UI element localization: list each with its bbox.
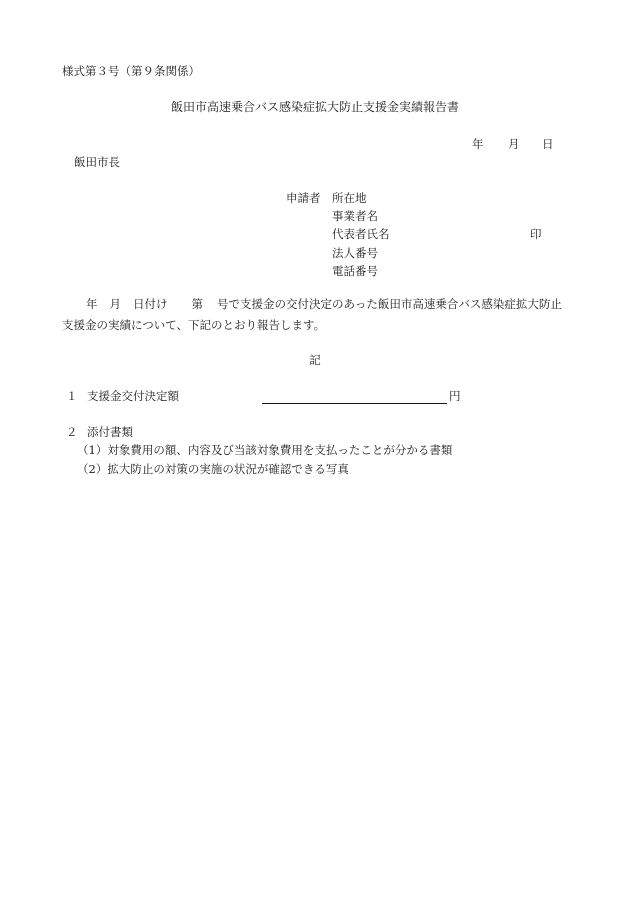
field-representative-label: 代表者氏名: [332, 227, 390, 241]
ki-heading: 記: [309, 353, 321, 367]
body-text-line-1: [62, 299, 562, 311]
addressee: 飯田市長: [74, 155, 120, 169]
form-number-label: 様式第３号（第９条関係）: [62, 64, 200, 78]
item-1-number: １: [66, 389, 78, 403]
date-month-label: 月: [508, 137, 520, 151]
date-year-label: 年: [472, 137, 484, 151]
body-rest: 号で支援金の交付決定のあった飯田市高速乗合バス感染症拡大防止: [217, 297, 562, 311]
field-address-label: 所在地: [332, 191, 367, 205]
field-phone-label: 電話番号: [332, 264, 378, 278]
body-day-of: 日付け: [133, 297, 168, 311]
body-number-prefix: 第: [191, 297, 203, 311]
seal-mark: 印: [530, 227, 542, 241]
body-text-line-2: 支援金の実績について、下記のとおり報告します。: [62, 318, 326, 332]
body-year: 年: [86, 297, 98, 311]
field-corporate-number-label: 法人番号: [332, 246, 378, 260]
field-business-name-label: 事業者名: [332, 209, 378, 223]
date-day-label: 日: [542, 137, 554, 151]
attachment-item-2: （2）拡大防止の対策の実施の状況が確認できる写真: [77, 462, 349, 476]
body-month: 月: [109, 297, 121, 311]
attachment-item-1: （1）対象費用の額、内容及び当該対象費用を支払ったことが分かる書類: [77, 443, 453, 457]
item-1-label: 支援金交付決定額: [87, 389, 179, 403]
item-2-number: ２: [66, 425, 78, 439]
item-2-label: 添付書類: [87, 425, 133, 439]
yen-unit: 円: [449, 389, 461, 403]
applicant-label: 申請者: [286, 191, 321, 205]
amount-underline: [262, 389, 447, 404]
document-title: 飯田市高速乗合バス感染症拡大防止支援金実績報告書: [170, 100, 459, 114]
